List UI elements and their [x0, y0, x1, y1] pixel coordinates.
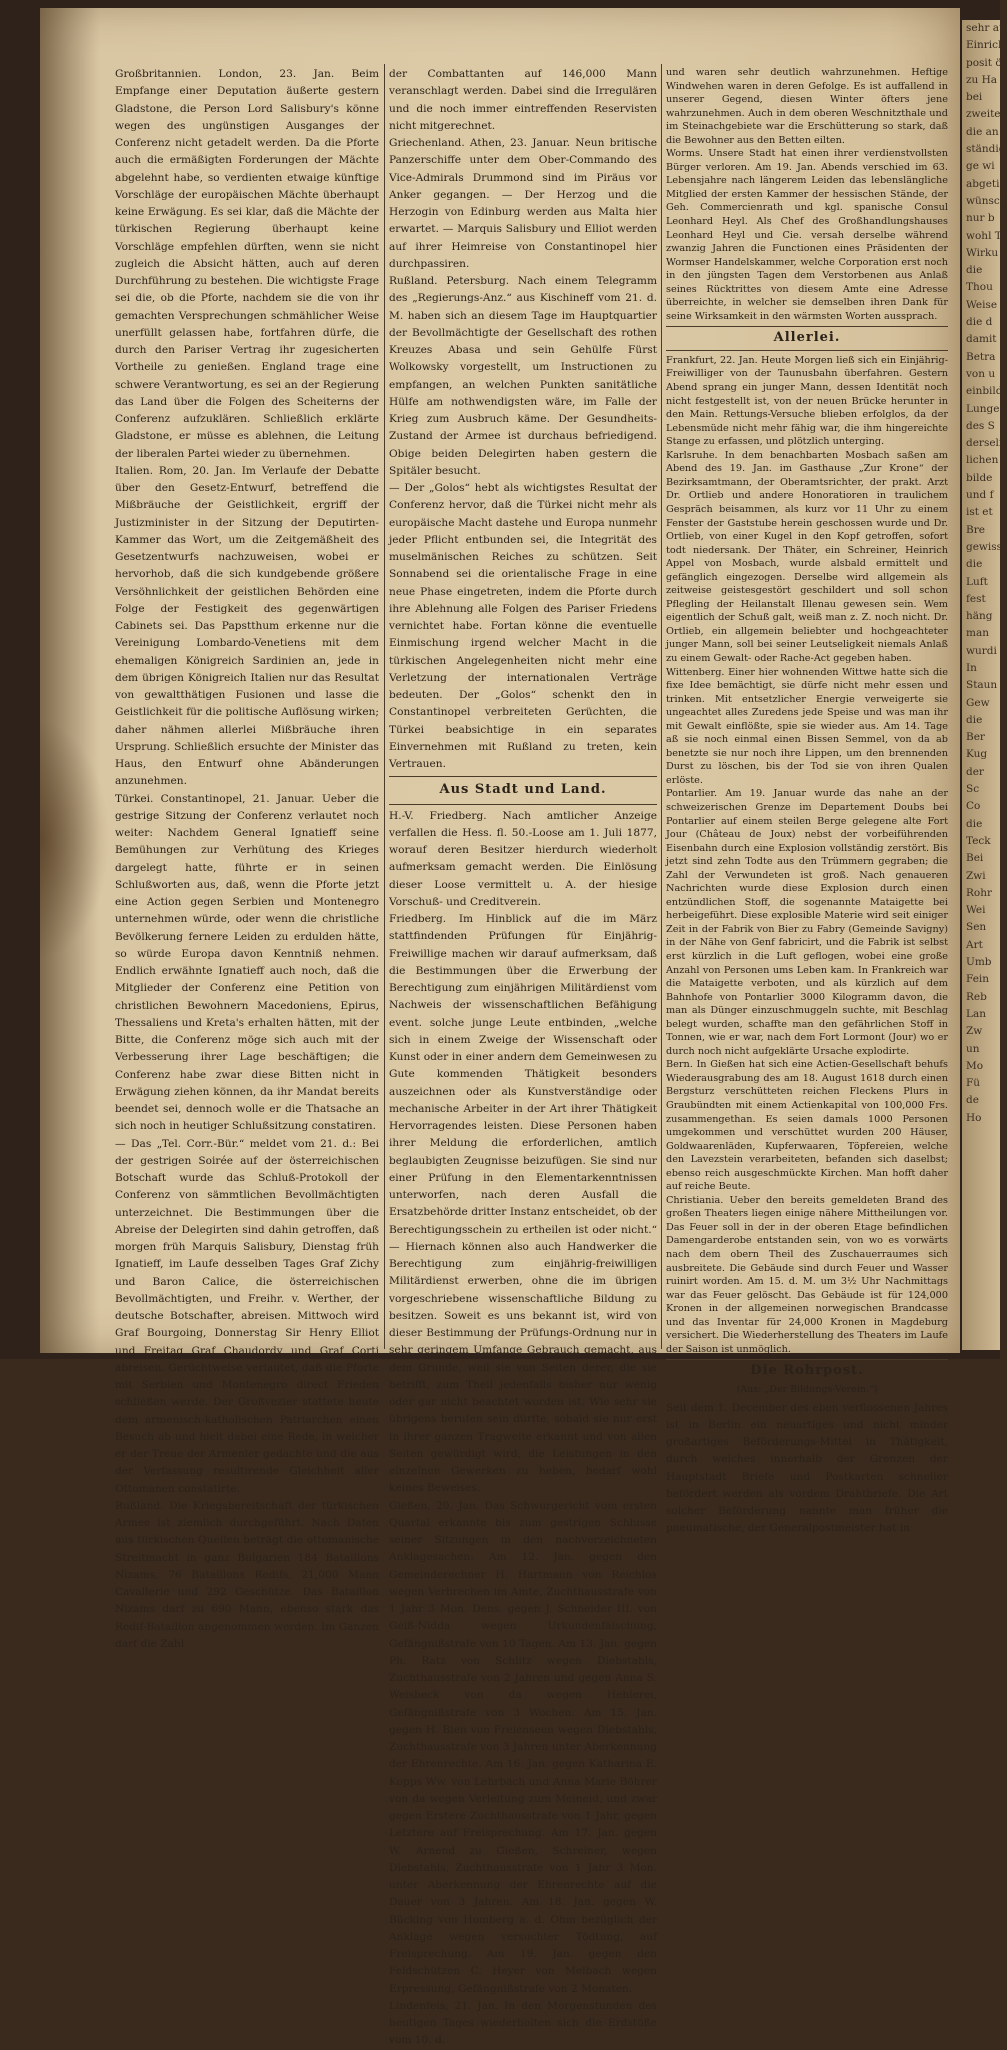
edge-fragment: Sc — [966, 783, 980, 796]
edge-fragment: wünsch — [966, 194, 1007, 207]
edge-fragment: Wei — [966, 904, 986, 917]
edge-fragment: häng — [966, 610, 993, 623]
edge-fragment: des S — [966, 419, 995, 432]
edge-fragment: In — [966, 661, 977, 674]
edge-fragment: bilde — [966, 471, 993, 484]
section-source: (Aus: „Der Bildungs-Verein.“) — [736, 1383, 878, 1395]
article-great-britain: Großbritannien. London, 23. Jan. Beim Empfange einer Deputation äußerte gestern Gladstone, die Person Lord Salisbury's könne wegen des ungünstigen Ausganges der Conferenz nicht getadelt werden. Da die Pforte auch die ermäßigten Forderungen der Mächte abgelehnt habe, so verdienten etwaige künftige Vorschläge der europäischen Mächte überhaupt keine Erwägung. Es sei klar, daß die Mächte der türkischen Regierung überhaupt keine Vorschläge empfehlen dürften, wenn sie nicht zugleich die Absicht hätten, auch auf deren Durchführung zu bestehen. Die wichtigste Frage sei die, ob die Pforte, nachdem sie die von ihr gemachten Versprechungen schmählicher Weise unerfüllt gelassen habe, fortfahren dürfe, die durch den Pariser Vertrag ihr zugesicherten Vortheile zu genießen. England trage eine schwere Verantwortung, es sei an der Regierung das Land über die Folgen des Scheiterns der Conferenz aufzuklären. Schließlich erklärte Gladstone, er müsse es ablehnen, die Leitung der liberalen Partei wieder zu übernehmen. — [115, 68, 379, 460]
article-turkey-cont: — Das „Tel. Corr.-Bür.“ meldet vom 21. d.: Bei der gestrigen Soirée auf der österreichischen Botschaft wurde das Schluß-Protokoll der Conferenz von sämmtlichen Bevollmächtigten unterzeichnet. Die Bestimmungen über die Abreise der Delegirten sind dahin getroffen, daß morgen früh Marquis Salisbury, Dienstag früh Ignatieff, im Laufe desselben Tages Graf Zichy und Baron Calice, die österreichischen Bevollmächtigten, und Freihr. v. Werther, der deutsche Botschafter, abreisen. Mittwoch wird Graf Bourgoing, Donnerstag Sir Henry Elliot und Freitag Graf Chaudordy und Graf Corti abreisen. Gerüchtweise verlautet, daß die Pforte mit Serbien und Montenegro direct Frieden schließen werde. Der Großvezier stattete heute dem armenisch-katholischen Patriarchen einen Besuch ab und hielt dabei eine Rede, in welcher er der Treue der Armenier gedachte und die aus der Verfassung resultirende Gleichheit aller Ottomanen constatirte. — [115, 1137, 379, 1495]
edge-fragment: fest — [966, 592, 986, 605]
edge-fragment: Teck — [966, 834, 991, 847]
article-frankfurt: Frankfurt, 22. Jan. Heute Morgen ließ sich ein Einjährig-Freiwilliger von der Taunusbahn überfahren. Gestern Abend sprang ein junger Mann, dessen Identität noch nicht festgestellt ist, von der neuen Brücke herunter in den Main. Rettungs-Versuche blieben erfolglos, da der Lebensmüde nicht mehr fähig war, die ihm hingereichte Stange zu erfassen, und plötzlich unterging. — [666, 354, 948, 448]
article-friedberg-exam: Friedberg. Im Hinblick auf die im März stattfindenden Prüfungen für Einjährig-Freiwillige machen wir darauf aufmerksam, daß die Bestimmungen über die Erwerbung der Berechtigung zum einjährigen Militärdienst vom Nachweis der wissenschaftlichen Befähigung event. solche junge Leute entbinden, „welche sich in einem Zweige der Wissenschaft oder Kunst oder in einer andern dem Gemeinwesen zu Gute kommenden Thätigkeit besonders auszeichnen oder als Kunstverständige oder mechanische Arbeiter in der Art ihrer Thätigkeit Hervorragendes leisten. Diese Personen haben ihrer Meldung die erforderlichen, amtlich beglaubigten Zeugnisse beizufügen. Sie sind nur einer Prüfung in den Elementarkenntnissen unterworfen, nach deren Ausfall die Ersatzbehörde dritter Instanz entscheidet, ob der Berechtigungsschein zu ertheilen ist oder nicht.“ — Hiernach können also auch Handwerker die Berechtigung zum einjährig-freiwilligen Militärdienst erwerben, ohne die im übrigen vorgeschriebene wissenschaftliche Bildung zu besitzen. Soweit es uns bekannt ist, wird von dieser Bestimmung der Prüfungs-Ordnung nur in sehr geringem Umfange Gebrauch gemacht, aus dem Grunde, weil sie von Seiten derer, die sie betrifft, zum Theil jedenfalls bisher nur wenig oder gar nicht beachtet worden ist. Wie sehr sie übrigens berufen sein dürfte, sobald sie nur erst in ihrer ganzen Tragweite erkannt und von allen Seiten gewürdigt wird, die Leistungen in den einzelnen Gewerken zu heben, bedarf wohl keines Beweises. — [389, 913, 657, 1495]
edge-fragment: Umb — [966, 956, 992, 969]
edge-fragment: Bei — [966, 852, 984, 865]
section-divider — [666, 326, 948, 327]
edge-fragment: die — [966, 713, 983, 726]
edge-fragment: die d — [966, 316, 993, 329]
edge-fragment: Ber — [966, 731, 985, 744]
binding-shadow — [40, 8, 100, 1353]
edge-fragment: un — [966, 1042, 980, 1055]
edge-fragment: Betra — [966, 350, 996, 363]
edge-fragment: Ho — [966, 1111, 982, 1124]
edge-fragment: Thou — [966, 281, 993, 294]
article-pontarlier: Pontarlier. Am 19. Januar wurde das nahe an der schweizerischen Grenze im Departement Doubs bei Pontarlier auf einem steilen Berge gelegene alte Fort Jour (Château de Joux) nebst der vorbeiführenden Eisenbahn durch eine Explosion vollständig zerstört. Bis jetzt sind zehn Todte aus den Trümmern gegraben; die Zahl der Verwundeten ist groß. Nach genaueren Nachrichten wurde diese Explosion durch einen entzündlichen Stoff, die sogenannte Mataigette bei herbeigeführt. Diese explosible Materie wird seit einiger Zeit in der Fabrik von Bier zu Fabry (Gemeinde Savigny) in der Nähe von Genf fabricirt, und die Fabrik ist selbst erst kürzlich in die Luft geflogen, wobei eine große Anzahl von Personen ums Leben kam. In Frankreich war die Mataigette verboten, und als kürzlich auf dem Bahnhofe von Pontarlier 3000 Kilogramm davon, die man als Dünger einzuschmuggeln suchte, mit Beschlag belegt wurden, schaffte man den gefährlichen Stoff in Tonnen, wie er war, nach dem Fort Lormont (Jour) wo er durch noch nicht aufgeklärte Ursache explodirte. — [666, 788, 948, 1057]
edge-fragment: von u — [966, 367, 996, 380]
edge-fragment: die an — [966, 125, 999, 138]
section-divider — [666, 350, 948, 351]
edge-fragment: Art — [966, 938, 983, 951]
article-italy: Italien. Rom, 20. Jan. Im Verlaufe der Debatte über den Gesetz-Entwurf, betreffend die Mißbräuche der Geistlichkeit, ergriff der Justizminister in der Sitzung der Deputirten-Kammer das Wort, um die Zeitgemäßheit des Gesetzentwurfs nachzuweisen, wobei er hervorhob, daß die sich kundgebende größere Versöhnlichkeit der geistlichen Behörden eine Folge der Festigkeit des gegenwärtigen Cabinets sei. Das Papstthum erkenne nur die Vereinigung Lombardo-Venetiens mit dem ehemaligen Königreich Sardinien an, jede in dem übrigen Königreich Italien nur das Resultat von gewaltthätigen Fusionen und lasse die Geistlichkeit für die politische Auflösung wirken; daher nähmen allerlei Mißbräuche ihren Ursprung. Schließlich ersuchte der Minister das Haus, den Entwurf ohne Abänderungen anzunehmen. — [115, 464, 379, 788]
edge-fragment: Lunge — [966, 402, 1000, 415]
article-earthquake: und waren sehr deutlich wahrzunehmen. Heftige Windwehen waren in deren Gefolge. Es ist auffallend in unserer Gegend, diesen Winter öfters jene wahrzunehmen. Auch in dem oberen Weschnitzthale und im Steinachgebiete war die Erschütterung so stark, daß die Bewohner aus den Betten eilten. — [666, 67, 948, 146]
article-karlsruhe: Karlsruhe. In dem benachbarten Mosbach saßen am Abend des 19. Jan. im Gasthause „Zur Krone“ der Bezirksamtmann, der Oberamtsrichter, der prakt. Arzt Dr. Ortlieb und andere Honoratioren in traulichem Gespräch beisammen, als kurz vor 11 Uhr zu einem Fenster der Gaststube herein geschossen wurde und Dr. Ortlieb, von einer Kugel in den Kopf getroffen, sofort todt niedersank. Der Thäter, ein Schreiner, Heinrich Appel von Mosbach, wurde alsbald ermittelt und gefänglich eingezogen. Derselbe wird allgemein als zeitweise geistesgestört geschildert und soll schon Pflegling der Heilanstalt Illenau gewesen sein. Wem eigentlich der Schuß galt, weiß man z. Z. noch nicht. Dr. Ortlieb, ein allgemein beliebter und hochgeachteter junger Mann, soll bei seiner Leutseligkeit niemals Anlaß zu einem Gewalt- oder Rache-Act gegeben haben. — [666, 449, 948, 664]
section-heading-local: Aus Stadt und Land. — [439, 782, 607, 798]
column-rule — [661, 64, 662, 1349]
article-russia-petersburg: Rußland. Petersburg. Nach einem Telegramm des „Regierungs-Anz.“ aus Kischineff vom 21. d. M. haben sich an diesem Tage im Hauptquartier der Bevollmächtigte der Gesellschaft des rothen Kreuzes Abasa und sein Gehülfe Fürst Wolkowsky vorgestellt, um Instructionen zu empfangen, an welchen Punkten sanitätliche Hülfe am nothwendigsten wäre, im Falle der Krieg zum Ausbruch käme. Der Gesundheits-Zustand der Armee ist durchaus befriedigend. Obige beiden Delegirten haben gestern die Spitäler besucht. — [389, 275, 657, 477]
article-friedberg-loose: H.-V. Friedberg. Nach amtlicher Anzeige verfallen die Hess. fl. 50.-Loose am 1. Juli 1877, worauf deren Besitzer hierdurch wiederholt aufmerksam gemacht werden. Die Einlösung dieser Loose vermittelt u. A. der hiesige Vorschuß- und Creditverein. — [389, 809, 657, 908]
edge-fragment: nur b — [966, 212, 995, 225]
column-left — [115, 66, 379, 1650]
edge-fragment: gewiss — [966, 540, 1003, 553]
article-bern: Bern. In Gießen hat sich eine Actien-Gesellschaft behufs Wiederausgrabung des am 18. August 1618 durch einen Bergsturz verschütteten reichen Fleckens Plurs in Graubündten mit einem Actienkapital von 100,000 Frs. zusammengethan. Es seien damals 1000 Personen umgekommen und verschüttet wurden 200 Häuser, Goldwaarenläden, Kupferwaaren, Töpfereien, welche den Lavezstein verarbeiteten, befanden sich daselbst; ebenso reich ausgeschmückte Kirchen. Man hofft daher auf reiche Beute. — [666, 1059, 948, 1193]
column-right — [666, 66, 948, 1535]
edge-fragment: der — [966, 765, 984, 778]
edge-fragment: Zwi — [966, 869, 986, 882]
section-divider — [389, 804, 657, 805]
edge-fragment: damit — [966, 333, 997, 346]
edge-fragment: Bre — [966, 523, 985, 536]
edge-fragment: abgeti — [966, 177, 1000, 190]
edge-fragment: die — [966, 817, 983, 830]
edge-fragment: Lan — [966, 1007, 986, 1020]
edge-fragment: wohl T — [966, 229, 1002, 242]
edge-fragment: Rohr — [966, 886, 993, 899]
section-divider — [389, 776, 657, 777]
edge-fragment: Fein — [966, 973, 990, 986]
edge-fragment: lichen — [966, 454, 999, 467]
column-middle — [389, 66, 657, 2047]
article-rohrpost: Seit dem 1. December des eben verflossenen Jahres ist in Berlin ein neuartiges und nicht minder großartiges Beförderungs-Mittel in Thätigkeit, durch welches innerhalb der Grenzen der Hauptstadt Briefe und Postkarten schneller befördert werden als vordem Drahtbriefe. Die Art solcher Beförderung nannte man früher die pneumatische, der Generalpostmeister hat in — [666, 1401, 948, 1535]
edge-fragment: zu Ha — [966, 73, 998, 86]
edge-fragment: und f — [966, 489, 994, 502]
section-heading-rohrpost: Die Rohrpost. — [750, 1363, 864, 1379]
article-golos: — Der „Golos“ hebt als wichtigstes Resultat der Conferenz hervor, daß die Türkei nicht mehr als europäische Macht dastehe und Europa nunmehr jeder Pflicht entbunden sei, die Integrität des muselmänischen Reiches zu schützen. Seit Sonnabend sei die orientalische Frage in eine neue Phase eingetreten, indem die Pforte durch ihre Ablehnung alle Folgen des Pariser Friedens vernichtet habe. Fortan könne die eventuelle Einmischung irgend welcher Macht in die türkischen Angelegenheiten nicht mehr eine Verletzung der internationalen Verträge bedeuten. Der „Golos“ schenkt den in Constantinopel verbreiteten Gerüchten, die Türkei beabsichtige in ein separates Einvernehmen mit Rußland zu treten, kein Vertrauen. — [389, 482, 657, 770]
edge-fragment: man — [966, 627, 989, 640]
article-lindenfels: Lindenfels, 21. Jan. In den Morgenstunden des heutigen Tages wiederholten sich die Erdstöße vom 10. d. — [389, 1999, 657, 2047]
edge-fragment: Luft — [966, 575, 988, 588]
article-greece: Griechenland. Athen, 23. Januar. Neun britische Panzerschiffe unter dem Ober-Commando des Vice-Admirals Drummond sind im Piräus vor Anker gegangen. — Der Herzog und die Herzogin von Edinburg werden aus Malta hier erwartet. — Marquis Salisbury und Elliot werden auf ihrer Heimreise von Constantinopel hier durchpassiren. — [389, 137, 657, 270]
page-stain — [40, 720, 110, 960]
edge-fragment: die — [966, 264, 983, 277]
edge-fragment: Co — [966, 800, 981, 813]
edge-fragment: sehr au — [966, 22, 1006, 34]
article-giessen-court: Gießen, 20. Jan. Das Schwurgericht vom ersten Quartal erkannte bis zum gestrigen Schlusse seiner Sitzungen in den nachverzeichneten Anklagesachen: Am 12. Jan. gegen den Gemeinderechner H. Hartmann von Reichlos wegen Verbrechen im Amte, Zuchthausstrafe von 1 Jahr 3 Mon. Dens. gegen J. Schneider III. von Geiß-Nidda wegen Urkundenfälschung, Gefängnißstrafe von 10 Tagen. Am 13. Jan. gegen Ph. Ratz von Schlitz wegen Diebstahls, Zuchthausstrafe von 2 Jahren und gegen Anna S. Weisbeck von da wegen Hehlerei, Gefängnißstrafe von 3 Wochen. Am 15. Jan. gegen H. Bien von Freienseen wegen Diebstahls, Zuchthausstrafe von 3 Jahren unter Aberkennung der Ehrenrechte. Am 16. Jan. gegen Katharina E. Kopps Ww. von Lehrbach und Anna Marie Böhrer von da wegen Verleitung zum Meineid, und zwar gegen Erstere Zuchthausstrafe von 1 Jahr, gegen Letztere auf Freisprechung. Am 17. Jan. gegen W. Arnend zu Gießen, Schreiner, wegen Diebstahls, Zuchthausstrafe von 1 Jahr 3 Mon. unter Aberkennung der Ehrenrechte auf die Dauer von 3 Jahren. Am 18. Jan. gegen W. Bücking von Homberg a. d. Ohm bezüglich der Anklage wegen versuchter Tödtung, auf Freisprechung. Am 19. Jan. gegen den Feldschützen C. Heyer von Melbach wegen Erpressung, Gefängnißstrafe von 2 Monaten. — [389, 1499, 657, 1995]
article-christiania: Christiania. Ueber den bereits gemeldeten Brand des großen Theaters liegen einige nähere Mittheilungen vor. Das Feuer soll in der in der oberen Etage befindlichen Damengarderobe entstanden sein, von wo es vorwärts nach dem obern Theil des Zuschauerraumes sich ausbreitete. Die Gebäude sind durch Feuer und Wasser ruinirt worden. Am 15. d. M. um 3½ Uhr Nachmittags war das Feuer gelöscht. Das Gebäude ist für 124,000 Kronen in der allgemeinen norwegischen Brandcasse und das Inventar für 24,000 Kronen in Magdeburg versichert. Die Wiederherstellung des Theaters im Laufe der Saison ist unmöglich. — [666, 1194, 948, 1355]
article-wittenberg: Wittenberg. Einer hier wohnenden Wittwe hatte sich die fixe Idee bemächtigt, sie dürfe nicht mehr essen und trinken. Mit entsetzlicher Energie verweigerte sie ungeachtet alles Zuredens jede Speise und was man ihr mit Gewalt einflößte, spie sie wieder aus. Am 14. Tage aß sie noch einmal einen Bissen Semmel, von da ab benetzte sie nur noch ihre Lippen, um den brennenden Durst zu löschen, bis der Tod sie von ihren Qualen erlöste. — [666, 666, 948, 786]
edge-fragment: Staun — [966, 679, 998, 692]
edge-fragment: Mo — [966, 1059, 984, 1072]
edge-fragment: ist et — [966, 506, 993, 519]
edge-fragment: die — [966, 558, 983, 571]
edge-fragment: de — [966, 1094, 979, 1107]
edge-fragment: ge wi — [966, 160, 995, 173]
section-heading-misc: Allerlei. — [773, 330, 841, 346]
edge-fragment: Weise — [966, 298, 998, 311]
edge-fragment: Reb — [966, 990, 987, 1003]
column-rule — [384, 64, 385, 1349]
article-russia-army: Rußland. Die Kriegsbereitschaft der türkischen Armee ist ziemlich durchgeführt. Nach Daten aus türkischen Quellen beträgt die ottomanische Streitmacht in ganz Bulgarien 184 Bataillons Nizams, 76 Bataillons Redifs, 21,000 Mann Cavallerie und 292 Geschütze. Das Bataillon Nizams darf zu 690 Mann, ebenso stark das Redif-Bataillon angenommen werden. Im Ganzen darf die Zahl — [115, 1499, 379, 1650]
edge-fragment: Wirku — [966, 246, 999, 259]
edge-fragment: Kug — [966, 748, 988, 761]
edge-fragment: ständig — [966, 143, 1006, 156]
edge-fragment: Zw — [966, 1025, 983, 1038]
edge-fragment: Fü — [966, 1077, 981, 1090]
edge-fragment: Einrich — [966, 39, 1005, 52]
edge-fragment: derseli — [966, 437, 1003, 450]
edge-fragment: wurdi — [966, 644, 997, 657]
edge-fragment: bei — [966, 91, 983, 104]
edge-fragment: Gew — [966, 696, 990, 709]
edge-fragment: zweite — [966, 108, 1001, 121]
article-worms: Worms. Unsere Stadt hat einen ihrer verdienstvollsten Bürger verloren. Am 19. Jan. Abends verschied im 63. Lebensjahre nach längerem Leiden das lebenslängliche Mitglied der ersten Kammer der hessischen Stände, der Geh. Commercienrath und kgl. spanische Consul Leonhard Heyl. Als Chef des Großhandlungshauses Leonhard Heyl und Cie. versah derselbe während zwanzig Jahren die Functionen eines Präsidenten der Wormser Handelskammer, welche Corporation erst noch in den jüngsten Tagen dem Verstorbenen aus Anlaß seines Rücktrittes von diesem Amte eine Adresse überreichte, in welcher sie demselben ihren Dank für seine Wirksamkeit in den wärmsten Worten aussprach. — [666, 148, 948, 322]
article-turkey: Türkei. Constantinopel, 21. Januar. Ueber die gestrige Sitzung der Conferenz verlautet noch weiter: Nachdem General Ignatieff seine Bemühungen zur Verhütung des Krieges dargelegt hatte, führte er in seinen Schlußworten aus, daß, wenn die Pforte jetzt eine Action gegen Serbien und Montenegro unternehmen würde, oder wenn die christliche Bevölkerung fernere Leiden zu erdulden hätte, so würde Europa davon Kenntniß nehmen. Endlich erwähnte Ignatieff auch noch, daß die Mitglieder der Conferenz eine Petition von christlichen Bewohnern Macedoniens, Epirus, Thessaliens und Kreta's erhalten hätten, mit der Bitte, die Conferenz möge sich auch mit der Verbesserung ihrer Lage beschäftigen; die Conferenz habe zwar diese Bitten nicht in Erwägung ziehen können, da ihr Mandat bereits beendet sei, dennoch wolle er die Thatsache an sich noch in heutiger Schlußsitzung constatiren. — [115, 792, 379, 1133]
edge-fragment: Sen — [966, 921, 987, 934]
edge-fragment: einbild — [966, 385, 1003, 398]
next-page-edge — [962, 20, 1007, 1350]
article-combatants: der Combattanten auf 146,000 Mann veranschlagt werden. Dabei sind die Irregulären und die noch immer eintreffenden Reservisten nicht mitgerechnet. — [389, 68, 657, 132]
edge-fragment: posit ö — [966, 56, 1002, 69]
section-divider — [666, 1359, 948, 1360]
